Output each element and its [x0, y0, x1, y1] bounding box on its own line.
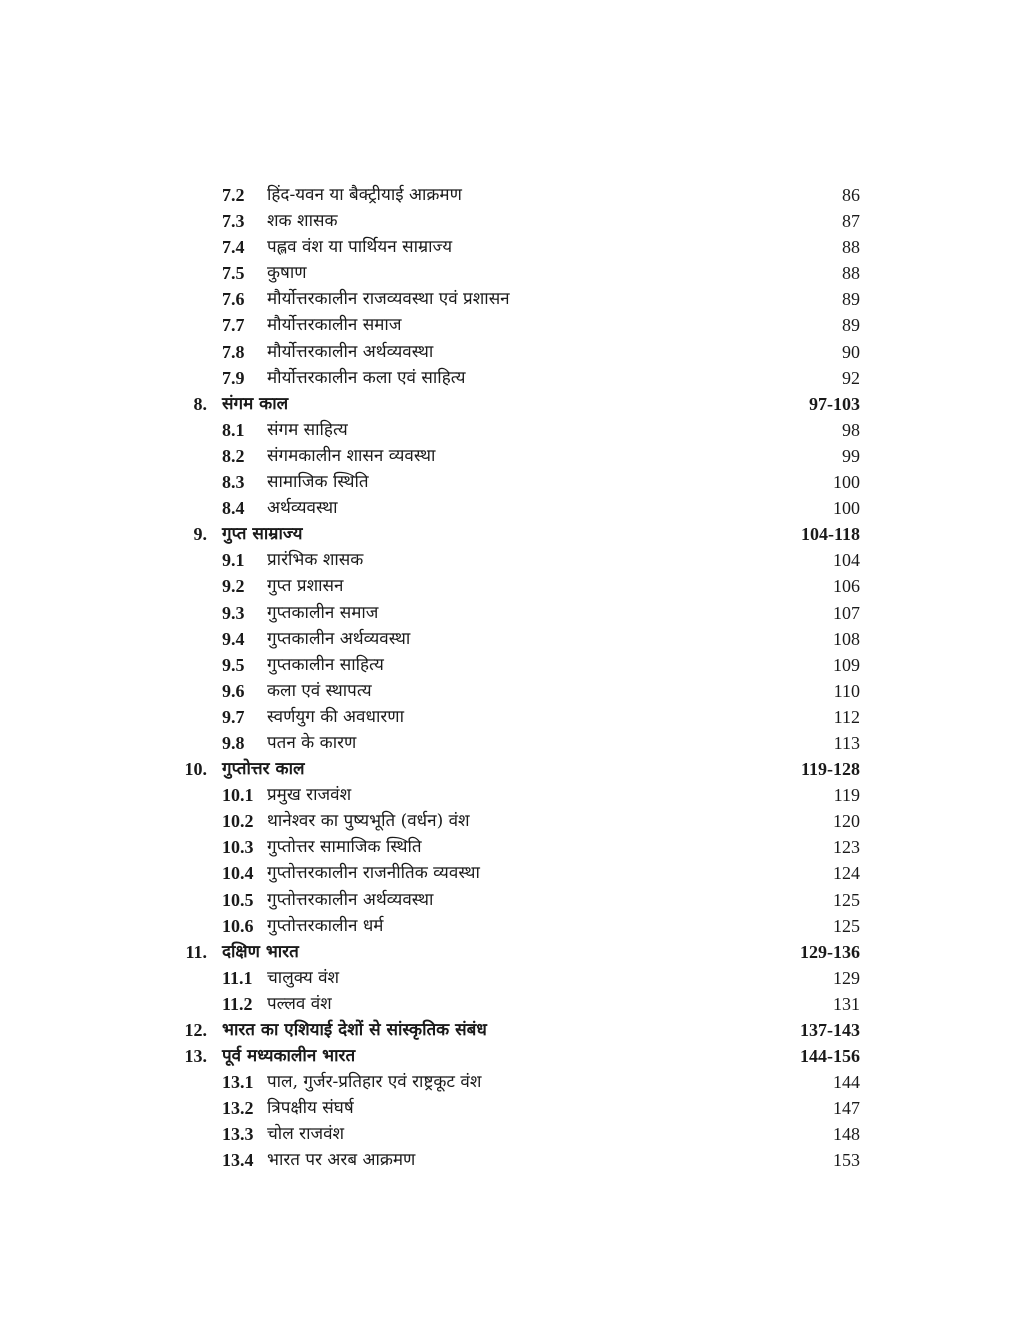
toc-entry-page: 113	[833, 732, 860, 753]
toc-entry-page: 131	[833, 993, 860, 1014]
toc-entry-page: 120	[833, 811, 860, 832]
toc-entry-title: प्रारंभिक शासक	[267, 550, 364, 571]
toc-section-row	[0, 1121, 1020, 1147]
toc-entry-page: 87	[842, 211, 860, 232]
toc-section-row	[0, 1147, 1020, 1173]
toc-entry-title: थानेश्वर का पुष्यभूति (वर्धन) वंश	[267, 811, 470, 832]
toc-entry-title: संगम काल	[222, 393, 289, 414]
toc-section-row	[0, 1095, 1020, 1121]
toc-entry-page: 99	[842, 445, 860, 466]
toc-section-row	[0, 312, 1020, 338]
toc-entry-title: दक्षिण भारत	[222, 941, 299, 962]
toc-entry-page: 107	[833, 602, 860, 623]
toc-entry-number: 9.	[193, 524, 207, 545]
toc-entry-title: अर्थव्यवस्था	[267, 498, 338, 519]
toc-entry-page: 119	[833, 785, 860, 806]
toc-entry-number: 10.	[184, 759, 207, 780]
toc-chapter-row	[0, 1043, 1020, 1069]
toc-section-row	[0, 234, 1020, 260]
toc-entry-title: पूर्व मध्यकालीन भारत	[222, 1046, 356, 1067]
toc-entry-title: हिंद-यवन या बैक्ट्रीयाई आक्रमण	[267, 185, 462, 205]
toc-entry-page: 108	[833, 628, 860, 649]
table-of-contents	[0, 182, 1020, 1174]
toc-section-row	[0, 704, 1020, 730]
toc-entry-number: 7.8	[222, 341, 245, 362]
toc-section-row	[0, 913, 1020, 939]
toc-entry-page: 144-156	[800, 1046, 860, 1067]
toc-entry-page: 90	[842, 341, 860, 362]
toc-section-row	[0, 260, 1020, 286]
toc-entry-page: 88	[842, 263, 860, 284]
toc-entry-number: 7.6	[222, 289, 245, 310]
toc-entry-title: मौर्योत्तरकालीन राजव्यवस्था एवं प्रशासन	[267, 289, 510, 310]
toc-entry-title: भारत पर अरब आक्रमण	[267, 1150, 416, 1171]
toc-entry-page: 100	[833, 498, 860, 519]
toc-entry-page: 98	[842, 419, 860, 440]
toc-section-row	[0, 1069, 1020, 1095]
toc-entry-title: भारत का एशियाई देशों से सांस्कृतिक संबंध	[222, 1020, 487, 1040]
toc-entry-title: पाल, गुर्जर-प्रतिहार एवं राष्ट्रकूट वंश	[267, 1072, 482, 1093]
toc-section-row	[0, 495, 1020, 521]
toc-entry-title: त्रिपक्षीय संघर्ष	[267, 1098, 354, 1119]
toc-entry-title: गुप्तकालीन साहित्य	[267, 654, 384, 675]
toc-entry-title: गुप्तोत्तर काल	[222, 759, 305, 780]
toc-entry-page: 97-103	[809, 393, 860, 414]
toc-entry-title: गुप्त साम्राज्य	[222, 524, 303, 545]
toc-section-row	[0, 626, 1020, 652]
toc-entry-title: मौर्योत्तरकालीन समाज	[267, 315, 402, 336]
toc-entry-title: पतन के कारण	[267, 732, 357, 753]
toc-section-row	[0, 887, 1020, 913]
toc-entry-title: चालुक्य वंश	[267, 967, 340, 988]
toc-entry-page: 144	[833, 1072, 860, 1093]
toc-section-row	[0, 547, 1020, 573]
toc-entry-page: 148	[833, 1124, 860, 1145]
toc-section-row	[0, 600, 1020, 626]
toc-entry-number: 13.1	[222, 1072, 254, 1093]
toc-entry-page: 153	[833, 1150, 860, 1171]
toc-entry-number: 9.5	[222, 654, 245, 675]
toc-entry-number: 8.4	[222, 498, 245, 519]
toc-entry-number: 13.4	[222, 1150, 254, 1171]
toc-entry-title: संगमकालीन शासन व्यवस्था	[267, 445, 436, 466]
toc-entry-page: 88	[842, 237, 860, 258]
toc-section-row	[0, 965, 1020, 991]
toc-chapter-row	[0, 1017, 1020, 1043]
toc-entry-page: 104-118	[800, 524, 860, 545]
toc-entry-page: 123	[833, 837, 860, 858]
toc-entry-title: चोल राजवंश	[267, 1124, 345, 1145]
toc-chapter-row	[0, 756, 1020, 782]
toc-entry-page: 129	[833, 967, 860, 988]
toc-entry-page: 86	[842, 185, 860, 205]
toc-entry-number: 7.3	[222, 211, 245, 232]
toc-section-row	[0, 365, 1020, 391]
toc-section-row	[0, 469, 1020, 495]
toc-entry-page: 109	[833, 654, 860, 675]
toc-entry-number: 9.8	[222, 732, 245, 753]
toc-section-row	[0, 652, 1020, 678]
toc-chapter-row	[0, 939, 1020, 965]
toc-entry-title: संगम साहित्य	[267, 419, 348, 440]
toc-entry-page: 119-128	[800, 759, 860, 780]
toc-entry-number: 7.4	[222, 237, 245, 258]
toc-entry-title: गुप्तकालीन अर्थव्यवस्था	[267, 628, 411, 649]
toc-section-row	[0, 860, 1020, 886]
toc-entry-title: गुप्त प्रशासन	[267, 576, 344, 597]
toc-entry-number: 8.2	[222, 445, 245, 466]
toc-entry-number: 9.6	[222, 680, 245, 701]
toc-entry-number: 7.9	[222, 367, 245, 388]
toc-entry-number: 9.7	[222, 706, 245, 727]
toc-entry-title: गुप्तोत्तर सामाजिक स्थिति	[267, 837, 422, 858]
toc-entry-page: 106	[833, 576, 860, 597]
toc-section-row	[0, 782, 1020, 808]
toc-entry-number: 8.	[193, 393, 207, 414]
toc-entry-number: 9.4	[222, 628, 245, 649]
toc-entry-number: 13.2	[222, 1098, 254, 1119]
toc-section-row	[0, 443, 1020, 469]
toc-section-row	[0, 808, 1020, 834]
toc-entry-page: 137-143	[800, 1020, 860, 1040]
toc-section-row	[0, 834, 1020, 860]
toc-entry-title: सामाजिक स्थिति	[267, 472, 369, 493]
toc-entry-page: 112	[833, 706, 860, 727]
toc-entry-page: 110	[833, 680, 860, 701]
toc-entry-page: 89	[842, 289, 860, 310]
toc-entry-page: 147	[833, 1098, 860, 1119]
toc-chapter-row	[0, 391, 1020, 417]
toc-entry-title: पल्लव वंश	[267, 993, 332, 1014]
toc-entry-page: 100	[833, 472, 860, 493]
toc-entry-number: 11.1	[222, 967, 253, 988]
toc-entry-title: कला एवं स्थापत्य	[267, 680, 372, 701]
toc-entry-title: मौर्योत्तरकालीन अर्थव्यवस्था	[267, 341, 434, 362]
toc-entry-number: 8.1	[222, 419, 245, 440]
toc-entry-page: 104	[833, 550, 860, 571]
toc-section-row	[0, 991, 1020, 1017]
toc-entry-title: गुप्तोत्तरकालीन अर्थव्यवस्था	[267, 889, 434, 910]
toc-entry-title: गुप्तोत्तरकालीन धर्म	[267, 915, 384, 936]
toc-section-row	[0, 208, 1020, 234]
toc-chapter-row	[0, 521, 1020, 547]
toc-entry-title: प्रमुख राजवंश	[267, 785, 352, 806]
toc-section-row	[0, 339, 1020, 365]
toc-entry-number: 10.4	[222, 863, 254, 884]
toc-entry-number: 9.3	[222, 602, 245, 623]
toc-entry-number: 13.	[184, 1046, 207, 1067]
toc-section-row	[0, 573, 1020, 599]
toc-entry-number: 9.2	[222, 576, 245, 597]
toc-entry-number: 10.5	[222, 889, 254, 910]
toc-entry-title: पह्लव वंश या पार्थियन साम्राज्य	[267, 237, 453, 258]
toc-entry-number: 7.5	[222, 263, 245, 284]
toc-entry-page: 89	[842, 315, 860, 336]
toc-entry-number: 7.7	[222, 315, 245, 336]
toc-entry-number: 11.	[185, 941, 207, 962]
toc-entry-number: 9.1	[222, 550, 245, 571]
toc-entry-title: स्वर्णयुग की अवधारणा	[267, 706, 404, 727]
toc-entry-page: 125	[833, 889, 860, 910]
toc-entry-number: 10.6	[222, 915, 254, 936]
toc-entry-number: 11.2	[222, 993, 253, 1014]
toc-section-row	[0, 730, 1020, 756]
toc-section-row	[0, 417, 1020, 443]
toc-entry-number: 10.3	[222, 837, 254, 858]
toc-entry-number: 12.	[184, 1020, 207, 1040]
toc-entry-number: 10.1	[222, 785, 254, 806]
toc-section-row	[0, 678, 1020, 704]
toc-entry-title: मौर्योत्तरकालीन कला एवं साहित्य	[267, 367, 466, 388]
toc-entry-title: गुप्तकालीन समाज	[267, 602, 379, 623]
toc-entry-number: 13.3	[222, 1124, 254, 1145]
toc-entry-number: 10.2	[222, 811, 254, 832]
toc-entry-page: 92	[842, 367, 860, 388]
toc-entry-page: 124	[833, 863, 860, 884]
toc-entry-title: शक शासक	[267, 211, 338, 232]
toc-entry-title: कुषाण	[267, 263, 307, 284]
toc-section-row	[0, 286, 1020, 312]
toc-entry-number: 7.2	[222, 185, 245, 205]
toc-entry-number: 8.3	[222, 472, 245, 493]
toc-entry-page: 129-136	[800, 941, 860, 962]
toc-section-row	[0, 182, 1020, 208]
toc-entry-title: गुप्तोत्तरकालीन राजनीतिक व्यवस्था	[267, 863, 480, 884]
toc-entry-page: 125	[833, 915, 860, 936]
